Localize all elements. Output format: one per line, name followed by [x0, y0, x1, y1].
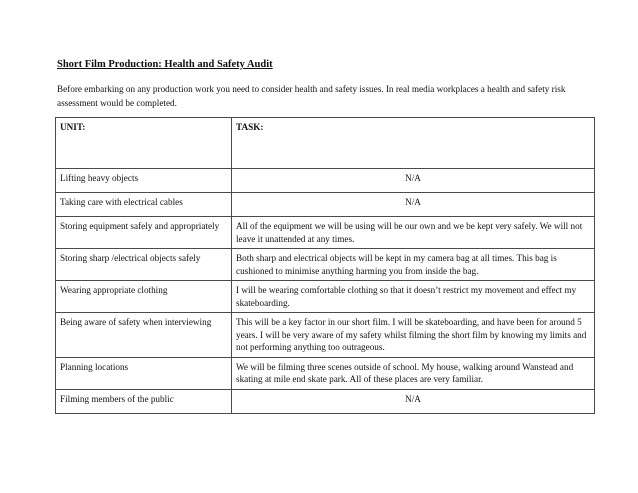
task-cell: This will be a key factor in our short film. I will be skateboarding, and have been for around 5 years. I will be very aware of my safety whilst filming the short film by knowing my limits and not performing anything too outrageous. [232, 313, 595, 358]
table-row [56, 389, 595, 413]
table-row [56, 217, 595, 249]
unit-cell: Wearing appropriate clothing [56, 281, 232, 313]
unit-cell: Filming members of the public [56, 389, 232, 413]
task-cell: Both sharp and electrical objects will be kept in my camera bag at all times. This bag is cushioned to minimise anything harming you from inside the bag. [232, 249, 595, 281]
task-cell: All of the equipment we will be using will be our own and we be kept very safely. We will not leave it unattended at any times. [232, 217, 595, 249]
unit-cell: Planning locations [56, 357, 232, 389]
table-row [56, 169, 595, 193]
document-title: Short Film Production: Health and Safety Audit [57, 59, 273, 70]
table-row [56, 249, 595, 281]
table-row [56, 281, 595, 313]
unit-cell: Storing equipment safely and appropriately [56, 217, 232, 249]
task-cell: We will be filming three scenes outside of school. My house, walking around Wanstead and skating at mile end skate park. All of these places are very familiar. [232, 357, 595, 389]
unit-cell: Being aware of safety when interviewing [56, 313, 232, 358]
task-cell: N/A [232, 193, 595, 217]
intro-paragraph: Before embarking on any production work you need to consider health and safety issues. In real media workplaces a health and safety risk assessment would be completed. [57, 84, 566, 108]
unit-header: UNIT: [56, 118, 232, 169]
table-row [56, 193, 595, 217]
unit-cell: Lifting heavy objects [56, 169, 232, 193]
table-header-row [56, 118, 595, 169]
task-cell: N/A [232, 169, 595, 193]
unit-cell: Storing sharp /electrical objects safely [56, 249, 232, 281]
task-header: TASK: [232, 118, 595, 169]
task-cell: I will be wearing comfortable clothing so that it doesn’t restrict my movement and effect my skateboarding. [232, 281, 595, 313]
table-row [56, 313, 595, 358]
unit-cell: Taking care with electrical cables [56, 193, 232, 217]
audit-table [55, 117, 595, 414]
table-row [56, 357, 595, 389]
task-cell: N/A [232, 389, 595, 413]
